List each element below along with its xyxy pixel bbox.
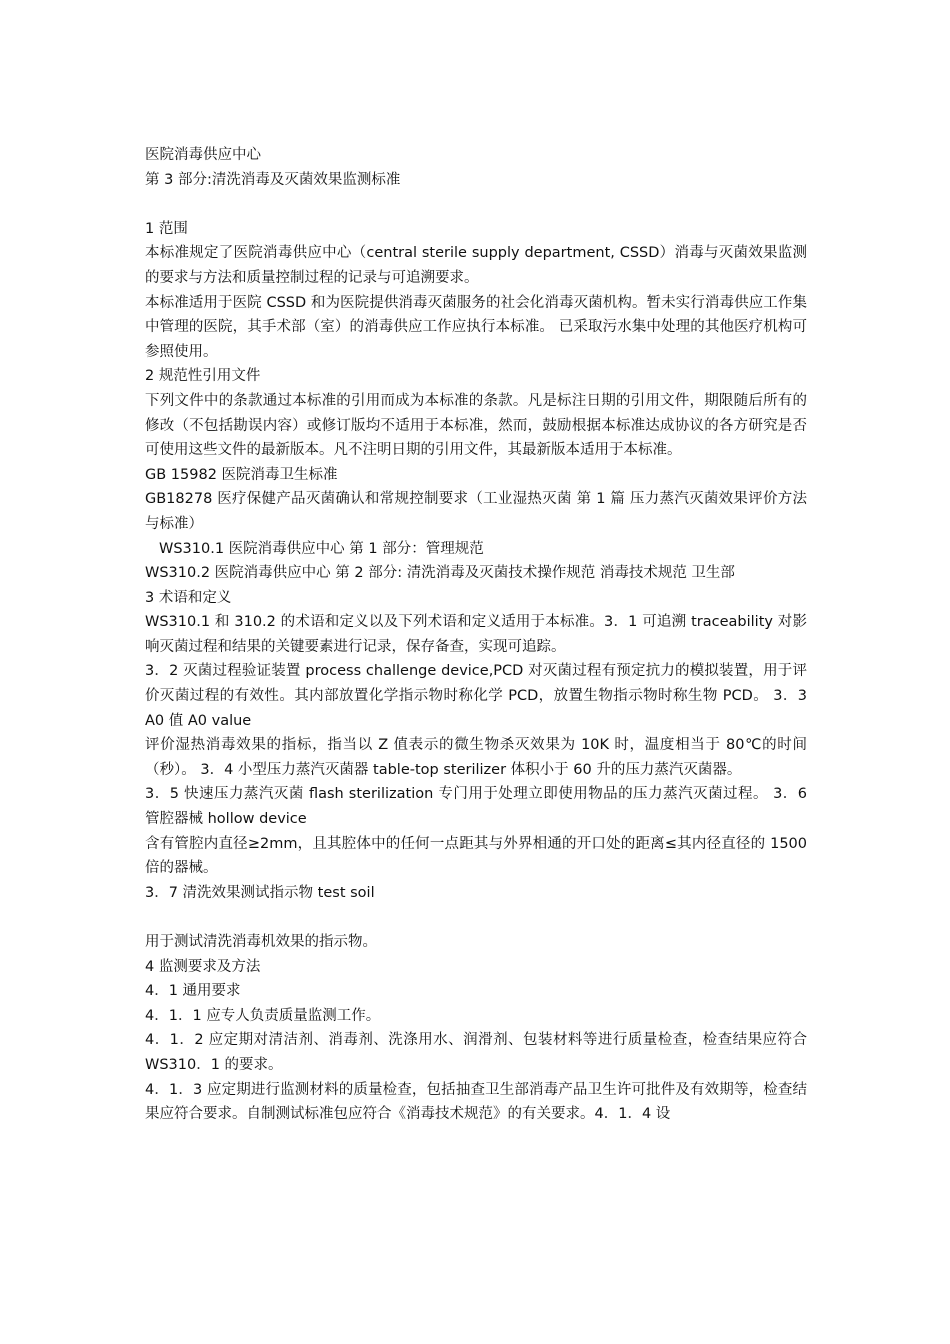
paragraph: 下列文件中的条款通过本标准的引用而成为本标准的条款。凡是标注日期的引用文件，期限随后所有的修改（不包括勘误内容）或修订版均不适用于本标准，然而，鼓励根据本标准达成协议的各方研究是否可使用这些文件的最新版本。凡不注明日期的引用文件，其最新版本适用于本标准。 [145, 392, 807, 459]
reference-item: WS310.2 医院消毒供应中心 第 2 部分: 清洗消毒及灭菌技术操作规范 消毒技术规范 卫生部 [145, 565, 735, 582]
paragraph: 3．2 灭菌过程验证装置 process challenge device,PCD 对灭菌过程有预定抗力的模拟装置，用于评价灭菌过程的有效性。其内部放置化学指示物时称化学 PCD，放置生物指示物时称生物 PCD。 3．3 A0 值 A0 value [145, 663, 807, 729]
reference-item: GB18278 医疗保健产品灭菌确认和常规控制要求（工业湿热灭菌 第 1 篇 压力蒸汽灭菌效果评价方法与标准） [145, 491, 807, 532]
document-subtitle: 第 3 部分:清洗消毒及灭菌效果监测标准 [145, 171, 401, 188]
blank-line [145, 192, 807, 217]
paragraph: 本标准规定了医院消毒供应中心（central sterile supply department, CSSD）消毒与灭菌效果监测的要求与方法和质量控制过程的记录与可追溯要求。 [145, 245, 807, 286]
paragraph: 含有管腔内直径≥2mm，且其腔体中的任何一点距其与外界相通的开口处的距离≤其内径直径的 1500 倍的器械。 [145, 835, 807, 877]
paragraph: 4．1．3 应定期进行监测材料的质量检查，包括抽查卫生部消毒产品卫生许可批件及有效期等，检查结果应符合要求。自制测试标准包应符合《消毒技术规范》的有关要求。4．1．4 设 [145, 1081, 807, 1123]
paragraph: WS310.1 和 310.2 的术语和定义以及下列术语和定义适用于本标准。3．1 可追溯 traceability 对影响灭菌过程和结果的关键要素进行记录，保存备查，实现可追踪。 [145, 614, 807, 655]
blank-line [145, 905, 807, 930]
paragraph: 4．1．1 应专人负责质量监测工作。 [145, 1007, 381, 1024]
paragraph: 本标准适用于医院 CSSD 和为医院提供消毒灭菌服务的社会化消毒灭菌机构。暂未实行消毒供应工作集中管理的医院，其手术部（室）的消毒供应工作应执行本标准。 已采取污水集中处理的其他医疗机构可参照使用。 [145, 294, 807, 360]
reference-item: GB 15982 医院消毒卫生标准 [145, 466, 338, 483]
paragraph: 评价湿热消毒效果的指标，指当以 Z 值表示的微生物杀灭效果为 10K 时，温度相当于 80℃的时间（秒）。 3．4 小型压力蒸汽灭菌器 table-top sterilizer 体积小于 60 升的压力蒸汽灭菌器。 [145, 737, 807, 778]
section-heading: 4 监测要求及方法 [145, 958, 261, 975]
section-heading: 2 规范性引用文件 [145, 368, 261, 385]
reference-item: WS310.1 医院消毒供应中心 第 1 部分：管理规范 [159, 540, 484, 557]
subsection-heading: 4．1 通用要求 [145, 983, 241, 1000]
document-title: 医院消毒供应中心 [145, 147, 261, 163]
document-body [145, 143, 807, 1127]
paragraph: 用于测试清洗消毒机效果的指示物。 [145, 934, 377, 950]
paragraph: 3．7 清洗效果测试指示物 test soil [145, 884, 375, 901]
section-heading: 3 术语和定义 [145, 589, 232, 606]
paragraph: 4．1．2 应定期对清洁剂、消毒剂、洗涤用水、润滑剂、包装材料等进行质量检查，检查结果应符合 WS310．1 的要求。 [145, 1032, 807, 1073]
paragraph: 3．5 快速压力蒸汽灭菌 flash sterilization 专门用于处理立即使用物品的压力蒸汽灭菌过程。 3．6 管腔器械 hollow device [145, 786, 807, 828]
section-heading: 1 范围 [145, 220, 188, 237]
